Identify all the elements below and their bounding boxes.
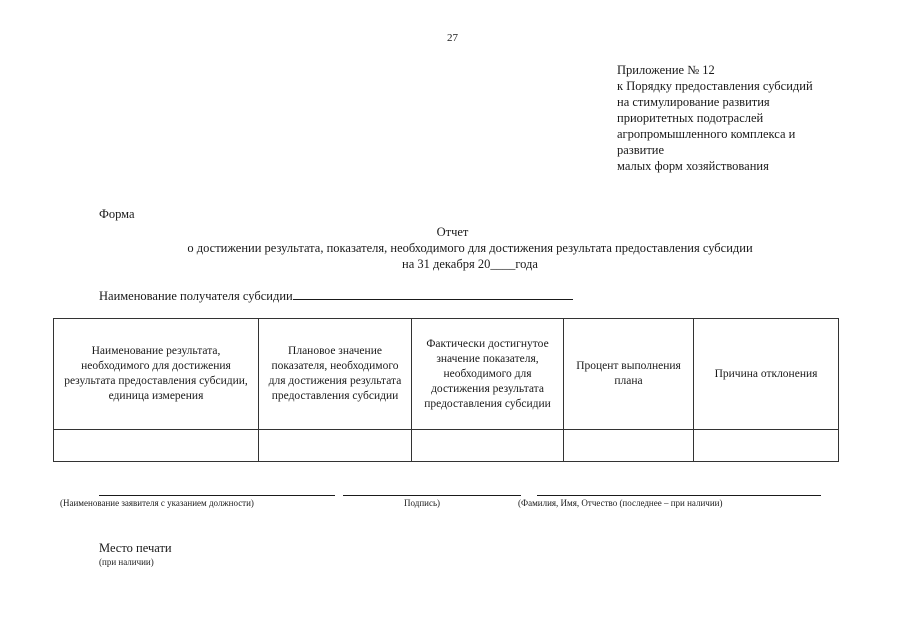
column-header-actual-value: Фактически достигнутое значение показателя, необходимого для достижения результата предоставления субсидии — [412, 319, 564, 430]
full-name-line[interactable] — [537, 495, 821, 496]
appendix-line: Приложение № 12 — [617, 63, 715, 77]
full-name-caption: (Фамилия, Имя, Отчество (последнее – при наличии) — [518, 498, 723, 508]
column-header-plan-percent: Процент выполнения плана — [564, 319, 694, 430]
report-heading — [0, 224, 905, 272]
column-header-result-name: Наименование результата, необходимого для достижения результата предоставления субсидии, единица измерения — [54, 319, 259, 430]
signature-line[interactable] — [343, 495, 521, 496]
report-table — [53, 318, 839, 462]
stamp-label: Место печати — [99, 541, 172, 555]
recipient-label: Наименование получателя субсидии — [99, 289, 293, 303]
recipient-blank-line[interactable] — [293, 287, 573, 300]
table-row — [54, 430, 839, 462]
appendix-line: приоритетных подотраслей — [617, 111, 764, 125]
appendix-line: малых форм хозяйствования — [617, 159, 769, 173]
page-number: 27 — [447, 32, 458, 44]
table-cell[interactable] — [259, 430, 412, 462]
report-title: Отчет — [436, 225, 469, 239]
report-subtitle: о достижении результата, показателя, необходимого для достижения результата предоставления субсидии — [187, 241, 753, 255]
report-date-line: на 31 декабря 20____года — [402, 257, 538, 271]
applicant-signature-line[interactable] — [99, 495, 335, 496]
table-cell[interactable] — [564, 430, 694, 462]
form-label: Форма — [99, 207, 135, 221]
appendix-line: на стимулирование развития — [617, 95, 770, 109]
appendix-line: к Порядку предоставления субсидий — [617, 79, 813, 93]
table-cell[interactable] — [412, 430, 564, 462]
recipient-field — [99, 287, 573, 304]
table-cell[interactable] — [54, 430, 259, 462]
column-header-deviation-reason: Причина отклонения — [694, 319, 839, 430]
stamp-note: (при наличии) — [99, 557, 154, 567]
appendix-line: агропромышленного комплекса и — [617, 127, 796, 141]
appendix-block — [617, 62, 813, 174]
signature-caption: Подпись) — [404, 498, 441, 508]
applicant-caption: (Наименование заявителя с указанием должности) — [60, 498, 254, 508]
table-cell[interactable] — [694, 430, 839, 462]
appendix-line: развитие — [617, 143, 665, 157]
table-header-row — [54, 319, 839, 430]
column-header-planned-value: Плановое значение показателя, необходимого для достижения результата предоставления субсидии — [259, 319, 412, 430]
